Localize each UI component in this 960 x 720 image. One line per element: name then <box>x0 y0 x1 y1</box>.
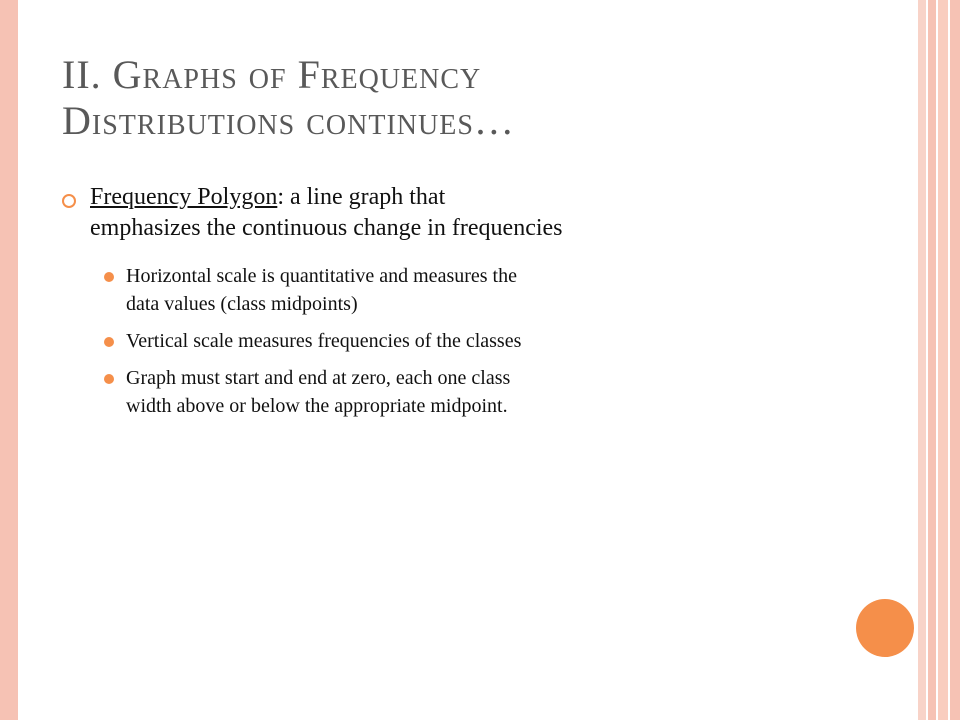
main-bullet-text <box>90 182 563 244</box>
sub-bullet-item <box>104 364 804 420</box>
sub-bullet-text <box>126 364 510 420</box>
dot-bullet-icon <box>104 272 114 282</box>
slide-title-line-2: Distributions continues… <box>62 98 515 143</box>
stripe <box>918 0 926 720</box>
sub-bullet-line: width above or below the appropriate midpoint. <box>126 395 508 417</box>
sub-bullet-line: Horizontal scale is quantitative and measures the <box>126 265 517 287</box>
orange-circle-decoration <box>856 599 914 657</box>
main-bullet-line-1 <box>90 182 563 213</box>
sub-bullet-line: Vertical scale measures frequencies of the classes <box>126 330 522 352</box>
sub-bullet-list <box>104 262 804 429</box>
right-decorative-stripes <box>918 0 960 720</box>
sub-bullet-text <box>126 262 517 318</box>
sub-bullet-item <box>104 327 804 355</box>
ring-bullet-icon <box>62 194 76 208</box>
sub-bullet-line: Graph must start and end at zero, each one class <box>126 367 511 389</box>
dot-bullet-icon <box>104 374 114 384</box>
sub-bullet-text <box>126 327 521 355</box>
sub-bullet-item <box>104 262 804 318</box>
sub-bullet-line: data values (class midpoints) <box>126 293 358 315</box>
stripe <box>928 0 936 720</box>
slide-title-line-1: II. Graphs of Frequency <box>62 52 482 97</box>
slide-title <box>62 52 862 144</box>
dot-bullet-icon <box>104 337 114 347</box>
stripe <box>950 0 960 720</box>
definition-term: Frequency Polygon <box>90 184 278 210</box>
left-decorative-bar <box>0 0 18 720</box>
main-bullet <box>62 182 852 244</box>
stripe <box>938 0 948 720</box>
main-bullet-line-2: emphasizes the continuous change in frequencies <box>90 215 563 241</box>
main-bullet-line-1-rest: : a line graph that <box>277 184 446 210</box>
